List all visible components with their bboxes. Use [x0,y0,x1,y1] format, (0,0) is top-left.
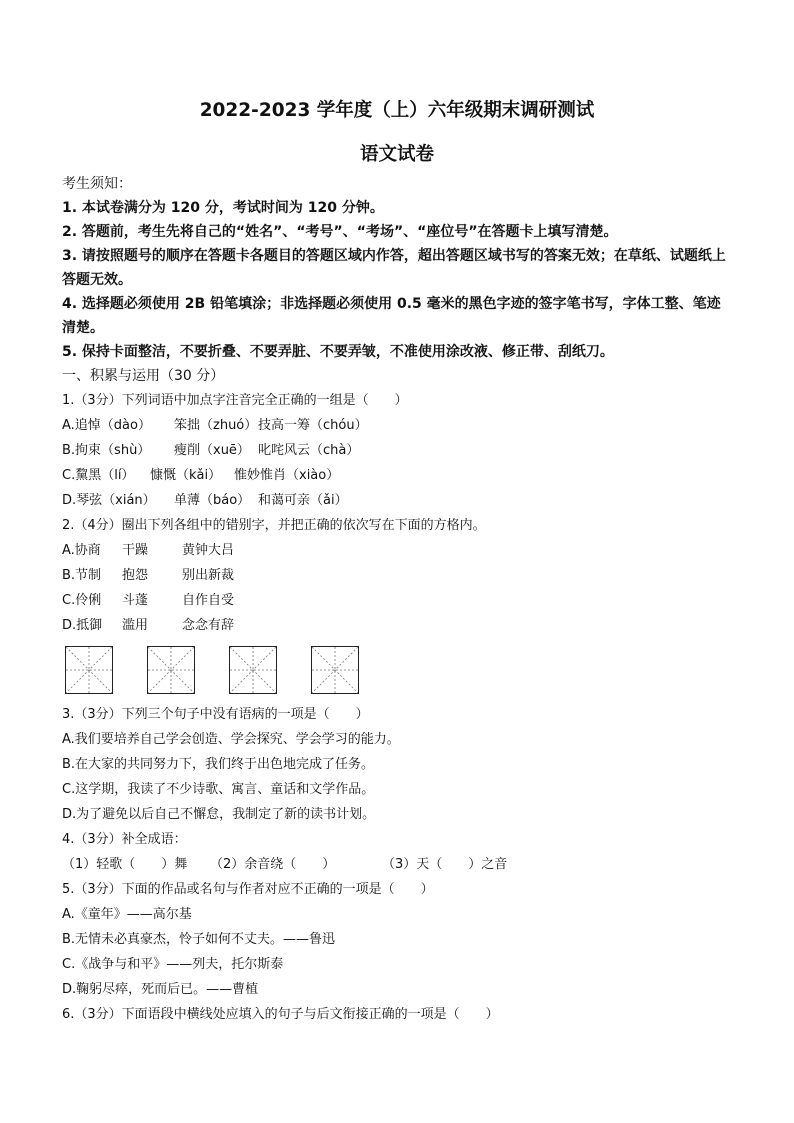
q5-option-d: D.鞠躬尽瘁，死而后已。——曹植 [62,982,259,997]
option-word: 和蔼可亲（ǎi） [258,493,348,508]
option-word: 干躁 [122,543,149,558]
notice-item: 1. 本试卷满分为 120 分，考试时间为 120 分钟。 [62,200,384,216]
notice-item: 4. 选择题必须使用 2B 铅笔填涂；非选择题必须使用 0.5 毫米的黑色字迹的签字笔书写，字体工整、笔迹清楚。 [62,296,721,336]
fill-item: （1）轻歌（ ）舞 [62,857,188,872]
notice-item: 5. 保持卡面整洁，不要折叠、不要弄脏、不要弄皱，不准使用涂改液、修正带、刮纸刀。 [62,344,614,360]
q4-items [62,852,734,877]
option-word: 慷慨（kǎi） [150,468,222,483]
answer-grid-cell[interactable] [147,646,195,694]
q3-option-b: B.在大家的共同努力下，我们终于出色地完成了任务。 [62,757,375,772]
q1-option-b [62,438,734,463]
exam-body [62,172,734,1027]
q2-option-a [62,538,734,563]
option-word: 别出新裁 [182,568,235,583]
option-word: D.抵御 [62,618,103,633]
option-word: A.协商 [62,543,101,558]
fill-item: （3）天（ ）之音 [382,857,508,872]
notice-block [62,172,734,364]
notice-heading: 考生须知： [62,176,132,192]
q1-option-c [62,463,734,488]
q3-option-a: A.我们要培养自己学会创造、学会探究、学会学习的能力。 [62,732,400,747]
option-word: 叱咤风云（chà） [258,443,360,458]
question-2-stem: 2.（4分）圈出下列各组中的错别字，并把正确的依次写在下面的方格内。 [62,518,486,533]
option-word: C.黧黑（lí） [62,468,135,483]
option-word: C.伶俐 [62,593,102,608]
page-title: 2022-2023 学年度（上）六年级期末调研测试 [199,100,595,121]
page-subtitle: 语文试卷 [359,144,434,165]
notice-item: 3. 请按照题号的顺序在答题卡各题目的答题区域内作答，超出答题区域书写的答案无效；在草纸、试题纸上答题无效。 [62,248,726,288]
option-word: D.琴弦（xián） [62,493,156,508]
q5-option-c: C.《战争与和平》——列夫，托尔斯泰 [62,957,284,972]
q1-option-a [62,413,734,438]
option-word: 技高一筹（chóu） [258,418,368,433]
option-word: 自作自受 [182,593,235,608]
option-word: 瘦削（xuē） [174,443,250,458]
q1-option-d [62,488,734,513]
q3-option-d: D.为了避免以后自己不懈怠，我制定了新的读书计划。 [62,807,376,822]
question-5-stem: 5.（3分）下面的作品或名句与作者对应不正确的一项是（ ） [62,882,434,897]
answer-grid-cell[interactable] [311,646,359,694]
option-word: 念念有辞 [182,618,235,633]
question-3-stem: 3.（3分）下列三个句子中没有语病的一项是（ ） [62,707,369,722]
option-word: 惟妙惟肖（xiào） [234,468,340,483]
question-4-stem: 4.（3分）补全成语： [62,832,187,847]
option-word: 斗蓬 [122,593,149,608]
answer-grid-cell[interactable] [65,646,113,694]
q2-option-d [62,613,734,638]
option-word: 黄钟大吕 [182,543,235,558]
section-title: 一、积累与运用（30 分） [62,368,225,384]
q5-option-b: B.无情未必真豪杰，怜子如何不丈夫。——鲁迅 [62,932,336,947]
question-1-stem: 1.（3分）下列词语中加点字注音完全正确的一组是（ ） [62,393,408,408]
q3-option-c: C.这学期，我读了不少诗歌、寓言、童话和文学作品。 [62,782,375,797]
answer-grid-cell[interactable] [229,646,277,694]
answer-grid-row [65,646,734,694]
option-word: 单薄（báo） [174,493,251,508]
question-6-stem: 6.（3分）下面语段中横线处应填入的句子与后文衔接正确的一项是（ ） [62,1007,499,1022]
fill-item: （2）余音绕（ ） [210,857,336,872]
q2-option-b [62,563,734,588]
q5-option-a: A.《童年》——高尔基 [62,907,192,922]
option-word: B.拘束（shù） [62,443,151,458]
option-word: B.节制 [62,568,102,583]
option-word: 笨拙（zhuó） [174,418,258,433]
option-word: 滥用 [122,618,149,633]
option-word: A.追悼（dào） [62,418,151,433]
notice-item: 2. 答题前，考生先将自己的“姓名”、“考号”、“考场”、“座位号”在答题卡上填写清楚。 [62,224,618,240]
option-word: 抱怨 [122,568,149,583]
q2-option-c [62,588,734,613]
